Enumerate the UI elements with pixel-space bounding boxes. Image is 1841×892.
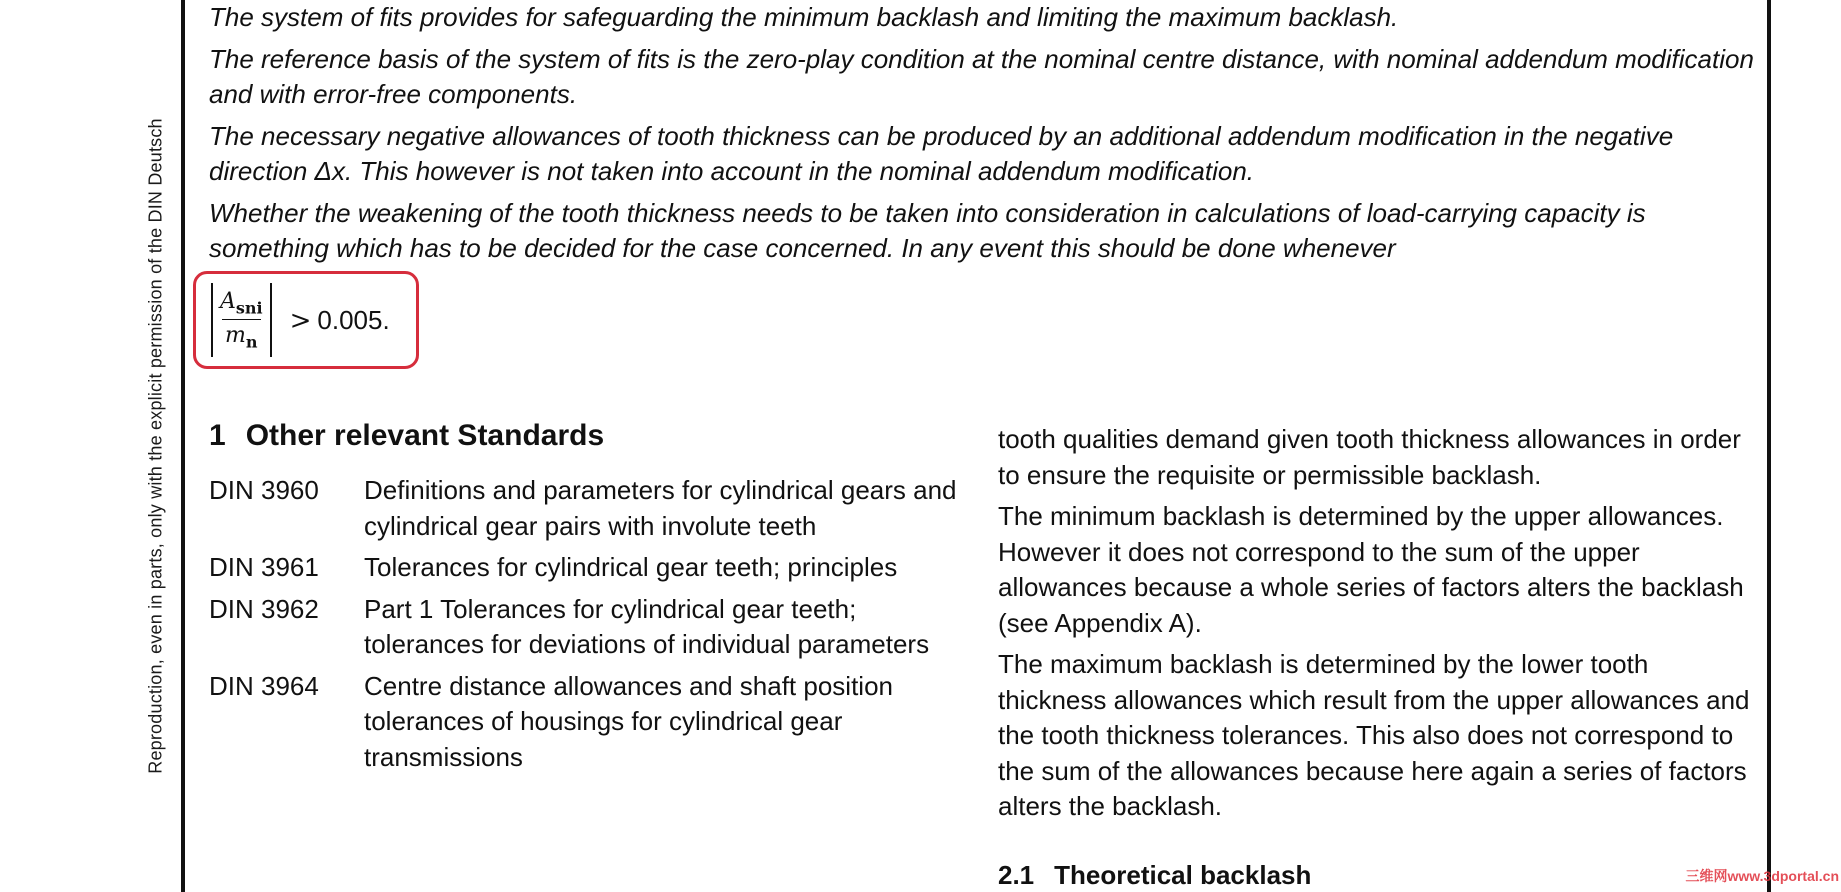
standard-code: DIN 3961 [209,552,319,582]
intro-paragraph: The system of fits provides for safeguarding the minimum backlash and limiting the maximum backlash. [209,2,1399,32]
intro-text [209,0,1759,273]
standard-description: Tolerances for cylindrical gear teeth; principles [364,552,898,582]
watermark: 三维网www.3dportal.cn [1685,868,1839,884]
fraction-numerator: $A_{sni}$ [220,288,263,317]
list-item [209,473,969,544]
body-paragraph: The minimum backlash is determined by the upper allowances. However it does not correspond to the sum of the upper allowances because a whole series of factors alters the backlash (see Appendix A). [998,501,1744,638]
intro-paragraph: The necessary negative allowances of tooth thickness can be produced by an additional addendum modification in the negative direction Δx. This however is not taken into account in the nominal addendum modification. [209,121,1674,186]
list-item [209,669,969,776]
standard-code: DIN 3960 [209,475,319,505]
standard-code: DIN 3964 [209,670,319,701]
fraction-denominator: $m_n$ [222,319,261,351]
intro-paragraph: The reference basis of the system of fits is the zero-play condition at the nominal centre distance, with nominal addendum modification and with error-free components. [209,44,1754,109]
absolute-value-bar-right [270,283,272,357]
standard-description: Part 1 Tolerances for cylindrical gear teeth; tolerances for deviations of individual parameters [364,593,930,659]
body-paragraph: The maximum backlash is determined by the lower tooth thickness allowances which result from the upper allowances and the tooth thickness tolerances. This also does not correspond to the sum of the allowances because here again a series of factors alters the backlash. [998,649,1750,821]
fraction [217,289,266,352]
section-title: Other relevant Standards [245,419,605,452]
body-paragraph: tooth qualities demand given tooth thickness allowances in order to ensure the requisite or permissible backlash. [998,424,1741,490]
threshold-value: 0.005. [317,304,390,335]
section-heading [209,419,604,453]
left-margin-rule [181,0,185,892]
inequality [290,305,390,336]
standard-code: DIN 3962 [209,593,319,624]
standard-description: Definitions and parameters for cylindrical gears and cylindrical gear pairs with involute teeth [364,475,957,541]
list-item [209,550,969,586]
right-margin-rule [1767,0,1771,892]
greater-than-sign: > [289,305,312,336]
copyright-notice: Reproduction, even in parts, only with the explicit permission of the DIN Deutsch [145,118,166,774]
intro-paragraph: Whether the weakening of the tooth thickness needs to be taken into consideration in calculations of load-carrying capacity is something which has to be decided for the case concerned. In any event this should be done whenever [209,198,1646,263]
list-item [209,592,969,663]
subsection-heading [998,860,1311,891]
absolute-value-bar-left [211,283,213,357]
section-number: 1 [209,419,226,452]
standard-description: Centre distance allowances and shaft position tolerances of housings for cylindrical gear transmissions [364,670,893,772]
subsection-title: Theoretical backlash [1054,860,1312,890]
allowance-ratio-formula [207,280,390,360]
standards-list [209,473,969,781]
subsection-number: 2.1 [998,860,1035,890]
right-column-text [998,422,1758,831]
